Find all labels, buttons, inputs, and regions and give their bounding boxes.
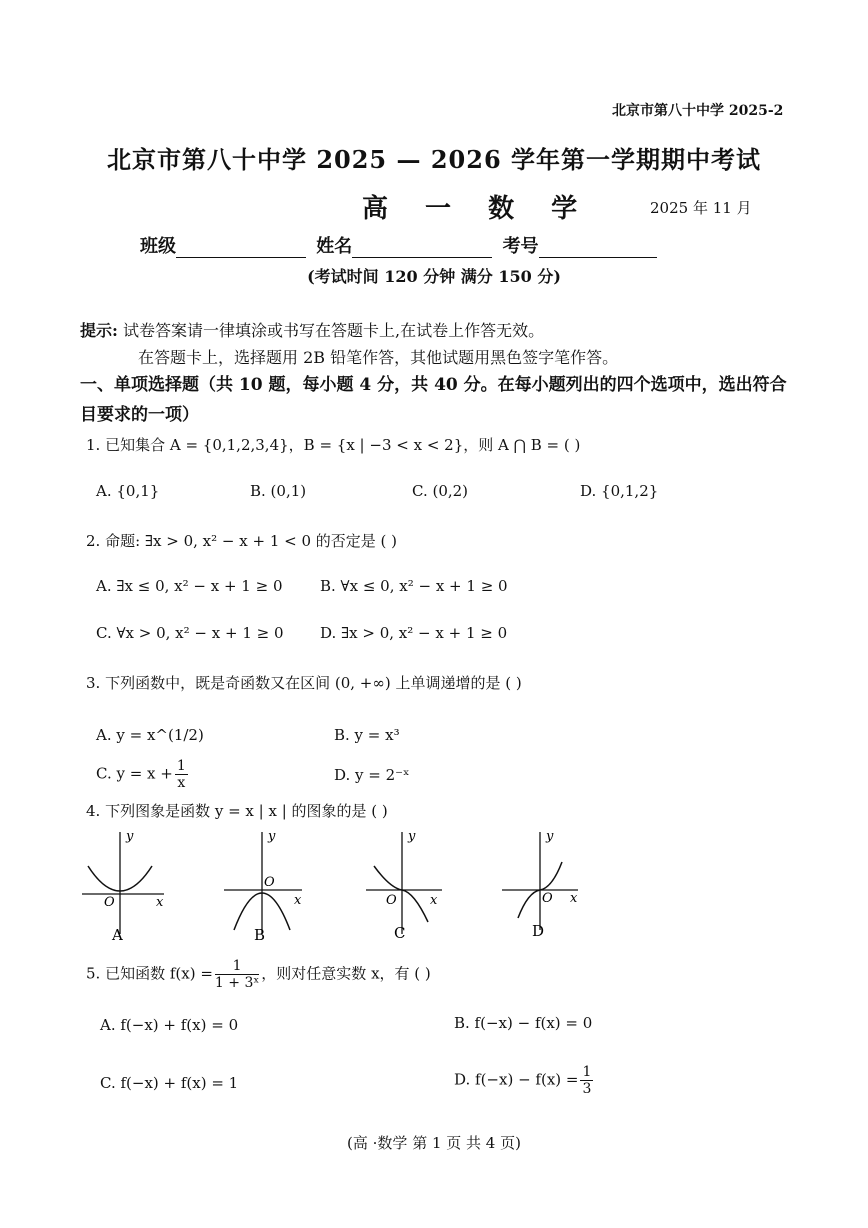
tip-line-2: 在答题卡上，选择题用 2B 铅笔作答，其他试题用黑色签字笔作答。: [138, 348, 619, 367]
q5-den: 1 + 3ˣ: [214, 975, 260, 991]
name-label: 姓名: [316, 236, 353, 257]
question-1: 1. 已知集合 A = {0,1,2,3,4}，B = {x | −3 < x < 2}，则 A ⋂ B = ( ): [86, 436, 581, 454]
q5-d-num: 1: [582, 1064, 592, 1080]
graph-a: [82, 829, 164, 944]
graph-b-label: B: [254, 926, 266, 944]
question-2: 2. 命题: ∃x > 0, x² − x + 1 < 0 的否定是 ( ): [86, 532, 398, 550]
q5-num: 1: [215, 958, 259, 975]
q3-c-text: C. y = x +: [96, 764, 173, 783]
q4-graphs: [78, 826, 578, 946]
graph-c-y-label: y: [408, 829, 416, 844]
class-blank: [176, 239, 306, 258]
subject-title: 高 一 数 学: [362, 194, 592, 224]
graph-a-label: A: [112, 926, 123, 944]
q1-option-d: D. {0,1,2}: [580, 482, 659, 500]
q5-option-d: [454, 1064, 595, 1097]
q3-option-c: [96, 758, 190, 791]
q5-d-den: 3: [582, 1081, 592, 1097]
graph-c-x-label: x: [430, 893, 438, 908]
tip-text-1: 试卷答案请一律填涂或书写在答题卡上,在试卷上作答无效。: [123, 321, 545, 340]
q5-option-a: A. f(−x) + f(x) = 0: [100, 1016, 239, 1034]
id-label: 考号: [502, 236, 539, 257]
q2-option-b: B. ∀x ≤ 0, x² − x + 1 ≥ 0: [320, 577, 508, 595]
q3-option-b: B. y = x³: [334, 726, 400, 744]
header-tag: 北京市第八十中学 2025-2: [612, 103, 784, 119]
question-5: [86, 958, 431, 991]
class-label: 班级: [140, 236, 176, 257]
q5-option-c: C. f(−x) + f(x) = 1: [100, 1074, 239, 1092]
q5-d-text: D. f(−x) − f(x) =: [454, 1070, 579, 1089]
q3-c-num: 1: [176, 758, 186, 774]
graph-d: [502, 829, 578, 940]
graph-a-x-label: x: [156, 895, 164, 910]
q5-fraction: [215, 958, 259, 991]
exam-info: (考试时间 120 分钟 满分 150 分): [307, 267, 561, 286]
graph-b-origin: O: [264, 875, 275, 890]
q3-option-d: D. y = 2⁻ˣ: [334, 766, 410, 784]
exam-date: 2025 年 11 月: [650, 199, 752, 217]
graph-b: [224, 829, 302, 944]
question-4: 4. 下列图象是函数 y = x | x | 的图象的是 ( ): [86, 802, 388, 820]
graph-b-y-label: y: [268, 829, 276, 844]
q3-c-fraction: [175, 758, 188, 791]
tip-label: 提示:: [80, 321, 118, 340]
graph-c: [366, 829, 442, 942]
q2-option-d: D. ∃x > 0, x² − x + 1 ≥ 0: [320, 624, 508, 642]
q2-option-a: A. ∃x ≤ 0, x² − x + 1 ≥ 0: [96, 577, 283, 595]
page-footer: (高 ·数学 第 1 页 共 4 页): [347, 1134, 521, 1152]
graph-a-origin: O: [104, 895, 115, 910]
q5-stem-post: ，则对任意实数 x，有 ( ): [261, 964, 431, 983]
graph-c-label: C: [394, 924, 406, 942]
graph-c-origin: O: [386, 893, 397, 908]
q5-option-b: B. f(−x) − f(x) = 0: [454, 1014, 593, 1032]
q3-c-den: x: [177, 775, 186, 791]
exam-title: 北京市第八十中学 2025 — 2026 学年第一学期期中考试: [106, 145, 761, 174]
q5-d-fraction: [580, 1064, 593, 1097]
q1-option-b: B. (0,1): [250, 482, 307, 500]
section-heading-cont: 目要求的一项）: [80, 405, 199, 425]
graph-d-label: D: [532, 922, 545, 940]
tip-line-1: [80, 318, 544, 341]
q5-stem-pre: 5. 已知函数 f(x) =: [86, 964, 213, 983]
graph-b-x-label: x: [294, 893, 302, 908]
q1-option-a: A. {0,1}: [96, 482, 160, 500]
graph-d-y-label: y: [546, 829, 554, 844]
id-blank: [539, 239, 657, 258]
section-heading: 一、单项选择题（共 10 题，每小题 4 分，共 40 分。在每小题列出的四个选项中，选出符合: [80, 375, 787, 395]
question-3: 3. 下列函数中，既是奇函数又在区间 (0, +∞) 上单调递增的是 ( ): [86, 674, 522, 692]
graph-d-origin: O: [542, 891, 553, 906]
q2-option-c: C. ∀x > 0, x² − x + 1 ≥ 0: [96, 624, 284, 642]
graph-a-y-label: y: [126, 829, 134, 844]
q1-option-c: C. (0,2): [412, 482, 469, 500]
name-blank: [352, 239, 492, 258]
graph-d-x-label: x: [570, 891, 578, 906]
student-info-fields: [140, 232, 661, 258]
q3-option-a: A. y = x^(1/2): [96, 726, 204, 744]
